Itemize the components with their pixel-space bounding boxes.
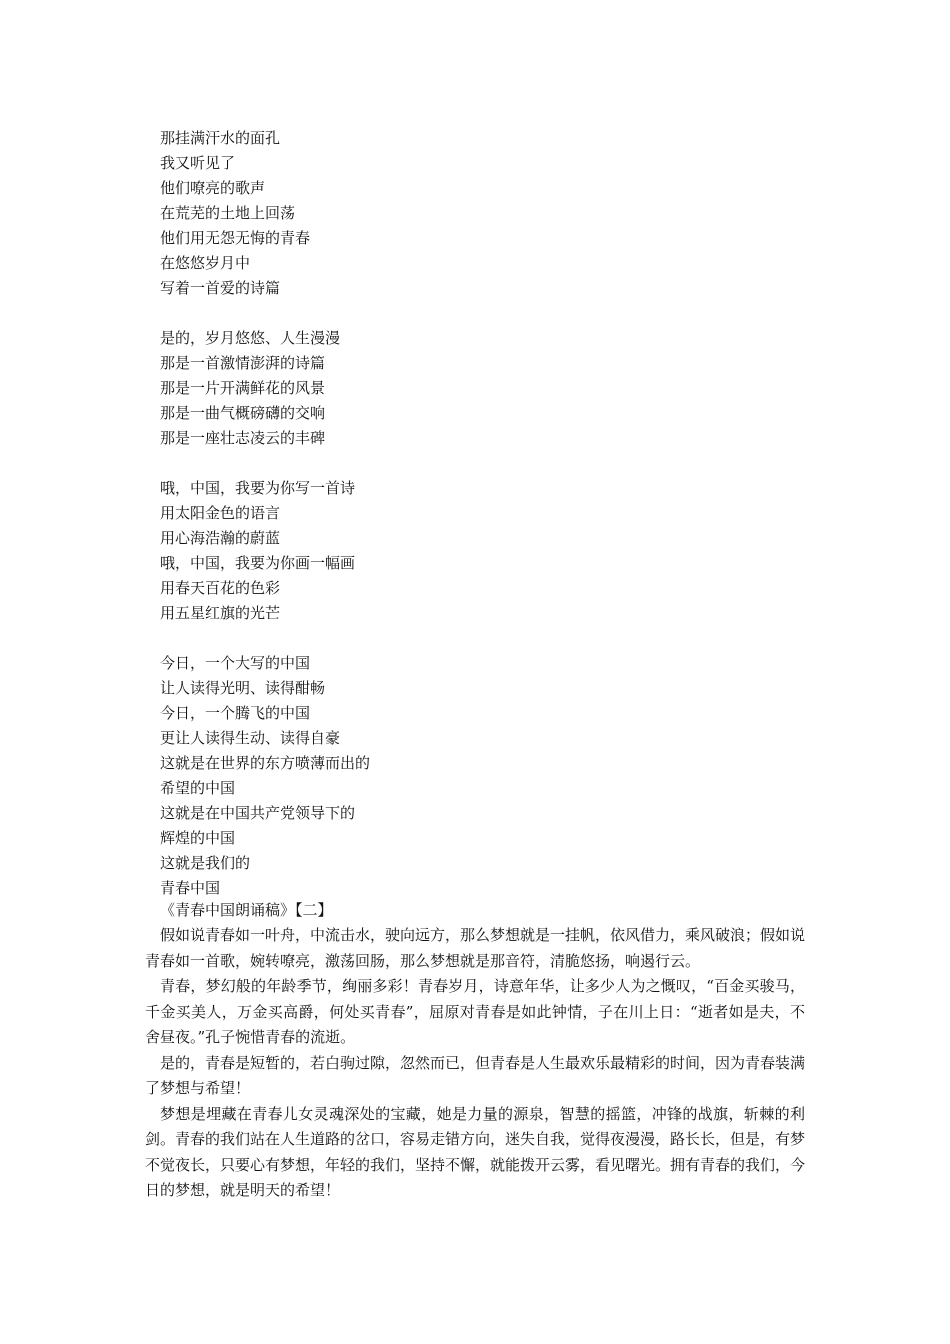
stanza [160, 476, 370, 626]
poem-line: 用心海浩瀚的蔚蓝 [160, 529, 281, 547]
article-paragraph: 是的，青春是短暂的，若白驹过隙，忽然而已，但青春是人生最欢乐最精彩的时间，因为青春装满了梦想与希望！ [145, 1053, 806, 1097]
poem-line: 今日，一个大写的中国 [160, 654, 311, 672]
poem-line: 青春中国 [160, 879, 221, 897]
stanza [160, 126, 370, 301]
poem-line: 这就是我们的 [160, 854, 251, 872]
poem-line: 更让人读得生动、读得自豪 [160, 729, 341, 747]
stanza-gap [160, 301, 370, 326]
poem-line: 我又听见了 [160, 154, 236, 172]
poem-line: 那是一座壮志凌云的丰碑 [160, 429, 326, 447]
poem-line: 这就是在世界的东方喷薄而出的 [160, 754, 371, 772]
stanza-gap [160, 626, 370, 651]
poem-line: 用五星红旗的光芒 [160, 604, 281, 622]
poem-line: 辉煌的中国 [160, 829, 236, 847]
stanza [160, 326, 370, 451]
poem-line: 那是一片开满鲜花的风景 [160, 379, 326, 397]
poem-line: 用春天百花的色彩 [160, 579, 281, 597]
article-paragraph: 青春，梦幻般的年龄季节，绚丽多彩！青春岁月，诗意年华，让多少人为之慨叹，“百金买骏马，千金买美人，万金买高爵，何处买青春”，屈原对青春是如此钟情，子在川上日：“逝者如是夫，不舍昼夜。”孔子惋惜青春的流逝。 [145, 977, 805, 1046]
article [145, 898, 805, 1204]
poem-line: 他们用无怨无悔的青春 [160, 229, 311, 247]
poem-line: 用太阳金色的语言 [160, 504, 281, 522]
poem-line: 在悠悠岁月中 [160, 254, 251, 272]
poem-line: 哦，中国，我要为你写一首诗 [160, 479, 356, 497]
poem [160, 126, 370, 901]
poem-line: 让人读得光明、读得酣畅 [160, 679, 326, 697]
poem-line: 这就是在中国共产党领导下的 [160, 804, 356, 822]
article-paragraph: 假如说青春如一叶舟，中流击水，驶向远方，那么梦想就是一挂帆，依风借力，乘风破浪；假如说青春如一首歌，婉转嘹亮，激荡回肠，那么梦想就是那音符，清脆悠扬，响遏行云。 [145, 926, 806, 970]
stanza-gap [160, 451, 370, 476]
article-title: 《青春中国朗诵稿》【二】 [160, 901, 333, 919]
poem-line: 那是一首激情澎湃的诗篇 [160, 354, 326, 372]
poem-line: 那是一曲气概磅礴的交响 [160, 404, 326, 422]
poem-line: 今日，一个腾飞的中国 [160, 704, 311, 722]
poem-line: 他们嘹亮的歌声 [160, 179, 266, 197]
poem-line: 写着一首爱的诗篇 [160, 279, 281, 297]
poem-line: 是的，岁月悠悠、人生漫漫 [160, 329, 341, 347]
poem-line: 在荒芜的土地上回荡 [160, 204, 296, 222]
poem-line: 那挂满汗水的面孔 [160, 129, 281, 147]
stanza [160, 651, 370, 901]
poem-line: 希望的中国 [160, 779, 236, 797]
poem-line: 哦，中国，我要为你画一幅画 [160, 554, 356, 572]
article-paragraph: 梦想是埋藏在青春儿女灵魂深处的宝藏，她是力量的源泉，智慧的摇篮，冲锋的战旗，斩棘的利剑。青春的我们站在人生道路的岔口，容易走错方向，迷失自我，觉得夜漫漫，路长长，但是，有梦不觉夜长，只要心有梦想，年轻的我们，坚持不懈，就能拨开云雾，看见曙光。拥有青春的我们，今日的梦想，就是明天的希望！ [145, 1104, 806, 1199]
